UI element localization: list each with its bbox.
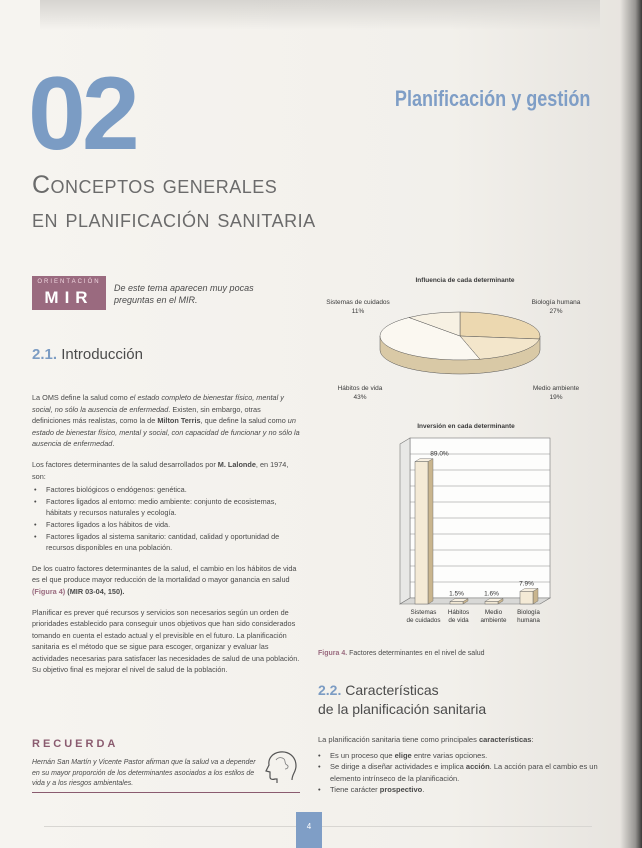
figure-reference: (Figura 4) [32,586,66,596]
bar [415,462,428,604]
list-item: • Factores ligados al sistema sanitario: cantidad, calidad y oportunidad de recursos disponibles en una población. [32,531,300,554]
bar-chart [392,434,560,644]
bar-category-label: ambiente [480,617,507,624]
pie-label-sistemas [318,298,398,316]
pie-category: Hábitos de vida [337,385,383,392]
pie-label-biologia [516,298,596,316]
text-run-bold: prospectivo [379,785,423,794]
pie-value: 27% [549,308,563,315]
text-run-bold: (MIR 03-04, 150). [65,586,125,596]
text-run: . [112,439,115,449]
recuerda-label: RECUERDA [32,738,119,750]
bar-chart-title: Inversión en cada determinante [417,423,515,430]
text-run-bold: elige [394,750,412,760]
pie-label-habitos [320,384,400,402]
paragraph-caracteristicas [318,734,598,746]
recuerda-box [32,738,300,794]
bar-value-label: 7.9% [519,580,534,588]
badge-note: De este tema aparecen muy pocas preguntas en el MIR. [114,283,254,305]
bar-value-label: 1.6% [484,590,499,598]
text-run: . La acción para el cambio es un elemento intrínseco de la planificación. [330,762,598,783]
text-run: Los factores determinantes de la salud desarrollados por [32,459,218,469]
section-title-line-2: de la planificación sanitaria [318,701,487,717]
recuerda-text: Hernán San Martín y Vicente Pastor afirman que la salud va a depender en su mayor proporción de los determinantes asociados a los estilos de vida y a los riesgos ambientales. [32,759,256,787]
badge-main-label: MIR [44,288,94,307]
bar-side-wall [400,438,410,604]
text-run: , en 1974, son: [32,459,289,481]
bar-side [428,459,433,604]
binding-shadow [620,0,642,848]
pie-value: 11% [351,308,365,315]
text-run: , que define la salud como [200,416,288,426]
factors-list [32,484,300,554]
text-run: Se dirige a diseñar actividades e implica [330,762,466,771]
bar-category-label: Medio [484,609,503,616]
text-run-italic: el estado completo de bienestar físico, mental y social, no sólo la ausencia de enfermedad [32,393,284,414]
text-run: La OMS define la salud como [32,393,130,402]
text-run-bold: características [478,735,532,744]
section-2-1-heading [32,346,143,363]
caption-figure-label: Figura 4. [318,650,348,657]
list-item [318,761,598,784]
badge-top-label: ORIENTACIÓN [37,279,101,285]
bar-value-label: 89.0% [430,450,449,458]
text-run: : [531,735,534,744]
page-number: 4 [296,812,322,848]
paragraph-lalonde [32,459,300,482]
text-run: . Existen, sin embargo, otras definiciones más realistas, como la de [32,404,261,426]
orientacion-mir-badge [32,276,106,310]
list-item [318,750,598,762]
paragraph-habitos [32,563,300,598]
head-profile-icon [262,746,302,786]
text-run-bold: M. Lalonde [217,459,256,469]
page-title [32,168,316,236]
text-run: La planificación sanitaria tiene como principales [318,735,479,744]
pie-value: 43% [353,394,367,401]
title-line-2: en planificación sanitaria [32,205,316,233]
pie-category: Biología humana [531,299,581,306]
intro-body [32,392,300,685]
figure-caption [318,650,485,657]
section-2-2-heading [318,681,486,719]
bar-category-label: humana [517,617,540,624]
text-run: . [422,785,425,794]
section-number: 2.1. [32,346,58,363]
caption-text: Factores determinantes en el nivel de salud [347,650,485,657]
bar [485,601,498,604]
text-run-bold: Milton Terris [157,416,201,426]
text-run-italic: un estado de bienestar físico, mental y social, con capacidad de funcionar y no sólo la ausencia de enfermedad [32,416,300,449]
bar-category-label: Biología [517,609,540,616]
bar [450,602,463,604]
recuerda-rule [32,792,300,793]
text-run: Es un proceso que [330,750,395,760]
pie-category: Medio ambiente [532,385,580,392]
bar-category-label: de vida [448,617,469,624]
title-line-1: Conceptos generales [32,171,278,199]
pie-label-medio [516,384,596,402]
bar-category-label: Sistemas [410,609,437,616]
pie-slice [460,312,540,339]
top-shading [40,0,600,30]
bar-category-label: Hábitos [447,609,470,616]
paragraph-oms [32,392,300,450]
section-title: Introducción [61,346,143,363]
paragraph-planificar: Planificar es prever qué recursos y servicios son necesarios según un orden de prioridades establecido para conseguir unos objetivos que han sido considerados tomando en cuenta el estado actual y el previsible en el futuro. La planificación sanitaria es el método que se sigue para escoger, organizar y evaluar las actividades necesarias para satisfacer las necesidades de salud de una población. Su objetivo final es mejorar el nivel de salud de la población. [32,607,300,675]
bar-category-label: de cuidados [406,617,441,624]
characteristics-body [318,734,598,796]
section-title-line-1: Características [345,682,439,698]
text-run-bold: acción [465,762,490,771]
bar [520,591,533,604]
section-number: 2.2. [318,682,342,698]
list-item: • Factores ligados al entorno: medio ambiente: conjunto de ecosistemas, hábitats y recursos naturales y ecología. [32,496,300,519]
chapter-number: 02 [28,56,136,172]
list-item: • Factores biológicos o endógenos: genética. [32,484,300,496]
characteristics-list [318,750,598,796]
section-header: Planificación y gestión [394,86,590,111]
pie-category: Sistemas de cuidados [326,299,390,306]
text-run: De los cuatro factores determinantes de la salud, el cambio en los hábitos de vida es el que produce mayor reducción de la mortalidad o mayor ganancia en salud [32,563,297,585]
pie-chart-title: Influencia de cada determinante [415,277,515,284]
bar-value-label: 1.5% [449,590,464,598]
text-run: entre varias opciones. [411,750,488,760]
text-run: Tiene carácter [330,785,380,794]
list-item: • Factores ligados a los hábitos de vida. [32,519,300,531]
list-item [318,784,598,796]
pie-value: 19% [549,394,563,401]
